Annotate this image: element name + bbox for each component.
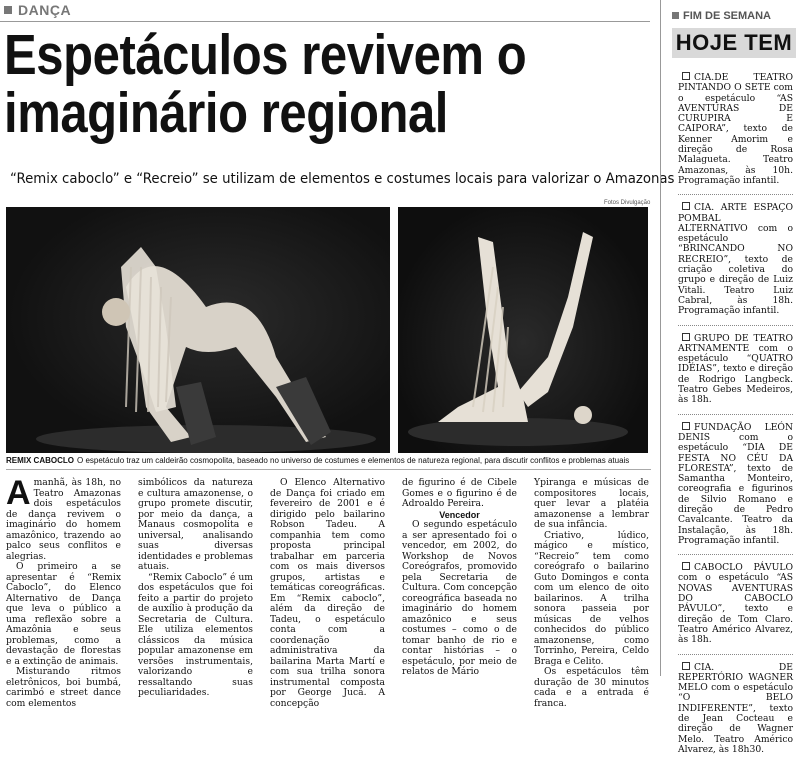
article-paragraph: de figurino é de Cibele Gomes e o figurino é de Adroaldo Pereira. (402, 477, 517, 509)
event-item: CABOCLO PÁVULO com o espetáculo “AS NOVAS AVENTURAS DO CABOCLO PÁVULO”, texto e direção de Tom Claro. Teatro Américo Alvarez, às 18h. (678, 562, 793, 654)
caption-divider (6, 469, 651, 470)
dancer-photo-remix-caboclo (6, 207, 390, 453)
sidebar-divider (660, 0, 661, 676)
deck: “Remix caboclo” e “Recreio” se utilizam de elementos e costumes locais para valorizar o Amazonas (10, 171, 675, 187)
sidebar-title: HOJE TEM (672, 28, 796, 58)
article-paragraph: Misturando ritmos eletrônicos, boi bumbá, carimbó e street dance com elementos (6, 666, 121, 709)
checkbox-square-icon (682, 202, 690, 210)
article-paragraph: Os espetáculos têm duração de 30 minutos cada e a entrada é franca. (534, 666, 649, 709)
photo-credit: Fotos Divulgação (604, 200, 651, 206)
event-list (678, 72, 793, 770)
caption-label: REMIX CABOCLO (6, 456, 74, 465)
article-paragraph: O Elenco Alternativo de Dança foi criado em fevereiro de 2001 e é dirigido pelo bailarino Robson Tadeu. A companhia tem como proposta principal trabalhar em parceria com os mais diversos grupos, artistas e temáticas coreográficas. Em “Remix caboclo”, além da direção de Tadeu, o espetáculo conta com a coordenação administrativa da bailarina Marta Martí e com sua trilha sonora instrumental composta por George Jucá. A concepção (270, 477, 385, 709)
checkbox-square-icon (682, 333, 690, 341)
dancer-figure-1 (6, 207, 390, 453)
kicker-square-icon (672, 12, 679, 19)
dancer-figure-2 (398, 207, 648, 453)
article-body (6, 474, 652, 709)
checkbox-square-icon (682, 72, 690, 80)
headline (4, 23, 563, 145)
article-paragraph: O primeiro a se apresentar é “Remix Caboclo”, do Elenco Alternativo de Dança que leva o público a uma reflexão sobre a Amazônia e seus problemas, como a devastação de florestas e a extinção de animais. (6, 561, 121, 667)
event-item: GRUPO DE TEATRO ARTNAMENTE com o espetáculo “QUATRO IDÉIAS”, texto e direção de Rodrigo Langbeck. Teatro Gebes Medeiros, às 18h. (678, 333, 793, 415)
checkbox-square-icon (682, 662, 690, 670)
dancer-photo-recreio (398, 207, 648, 453)
drop-cap: A (6, 474, 31, 512)
article-paragraph: Amanhã, às 18h, no Teatro Amazonas dois espetáculos de dança revivem o imaginário do homem amazônico, trazendo ao palco seus conflitos e alegrias. (6, 474, 121, 562)
sidebar-kicker: FIM DE SEMANA (672, 10, 796, 22)
section-name: DANÇA (18, 2, 72, 18)
article-column-4 (402, 477, 517, 677)
article-subhead: Vencedor (439, 509, 480, 520)
article-paragraph: O segundo espetáculo a ser apresentado foi o vencedor, em 2002, do Workshop de Novos Coreógrafos, promovido pela Secretaria de Cultura. Com concepção coreográfica baseada no imaginário do homem amazônico e seus costumes – como o de tomar banho de rio e contar histórias – o espetáculo, por meio de relatos de Mário (402, 519, 517, 677)
section-label (4, 2, 71, 18)
headline-line-2: imaginário regional (4, 81, 449, 145)
article-paragraph: Ypiranga e músicas de compositores locais, quer levar a platéia amazonense a lembrar de sua infância. (534, 477, 649, 530)
article-column-1 (6, 474, 121, 709)
photo-caption (6, 456, 651, 465)
event-item: CIA. ARTE ESPAÇO POMBAL ALTERNATIVO com o espetáculo “BRINCANDO NO RECREIO”, texto de criação coletiva do grupo e direção de Luiz Vitali. Teatro Luiz Cabral, às 18h. Programação infantil. (678, 202, 793, 325)
article-paragraph: Criativo, lúdico, mágico e místico, “Recreio” tem como coreógrafo o bailarino Guto Domingos e conta com um elenco de oito bailarinos. A trilha sonora passeia por músicas de velhos conhecidos do público amazonense, como Torrinho, Pereira, Celdo Braga e Celito. (534, 529, 649, 667)
article-column-2 (138, 477, 253, 698)
checkbox-square-icon (682, 422, 690, 430)
event-item: CIA. DE REPERTÓRIO WAGNER MELO com o espetáculo “O BELO INDIFERENTE”, texto de Jean Cocteau e direção de Wagner Melo. Teatro Américo Alvarez, às 18h30. (678, 661, 793, 755)
article-paragraph: simbólicos da natureza e cultura amazonense, o grupo promete discutir, por meio da dança, a Manaus cosmopolita e universal, analisando suas diversas identidades e problemas atuais. (138, 477, 253, 572)
caption-text: O espetáculo traz um caldeirão cosmopolita, baseado no universo de costumes e elementos de natureza regional, para discutir conflitos e problemas atuais (77, 456, 630, 465)
event-item: FUNDAÇÃO LEÓN DENIS com o espetáculo “DIA DE FESTA NO CÉU DA FLORESTA”, texto de Samantha Monteiro, coreografia e figurinos de Silvio Romano e direção de Pedro Cavalcante. Teatro da Instalação, às 18h. Programação infantil. (678, 422, 793, 556)
headline-line-1: Espetáculos revivem o (4, 23, 527, 87)
article-column-3 (270, 477, 385, 709)
article-column-5 (534, 477, 649, 709)
section-square-icon (4, 6, 12, 14)
checkbox-square-icon (682, 562, 690, 570)
event-item: CIA.DE TEATRO PINTANDO O SETE com o espetáculo “AS AVENTURAS DE CURUPIRA E CAIPORA”, texto de Kenner Amorim e direção de Rosa Malagueta. Teatro Amazonas, às 10h. Programação infantil. (678, 72, 793, 195)
article-paragraph: “Remix Caboclo” é um dos espetáculos que foi feito a partir do projeto de auxílio à produção da Secretaria de Cultura. Ele utiliza elementos clássicos da música popular amazonense em versões instrumentais, valorizando e ressaltando suas peculiaridades. (138, 571, 253, 698)
sidebar-hoje-tem (672, 0, 796, 755)
top-divider (0, 21, 650, 22)
